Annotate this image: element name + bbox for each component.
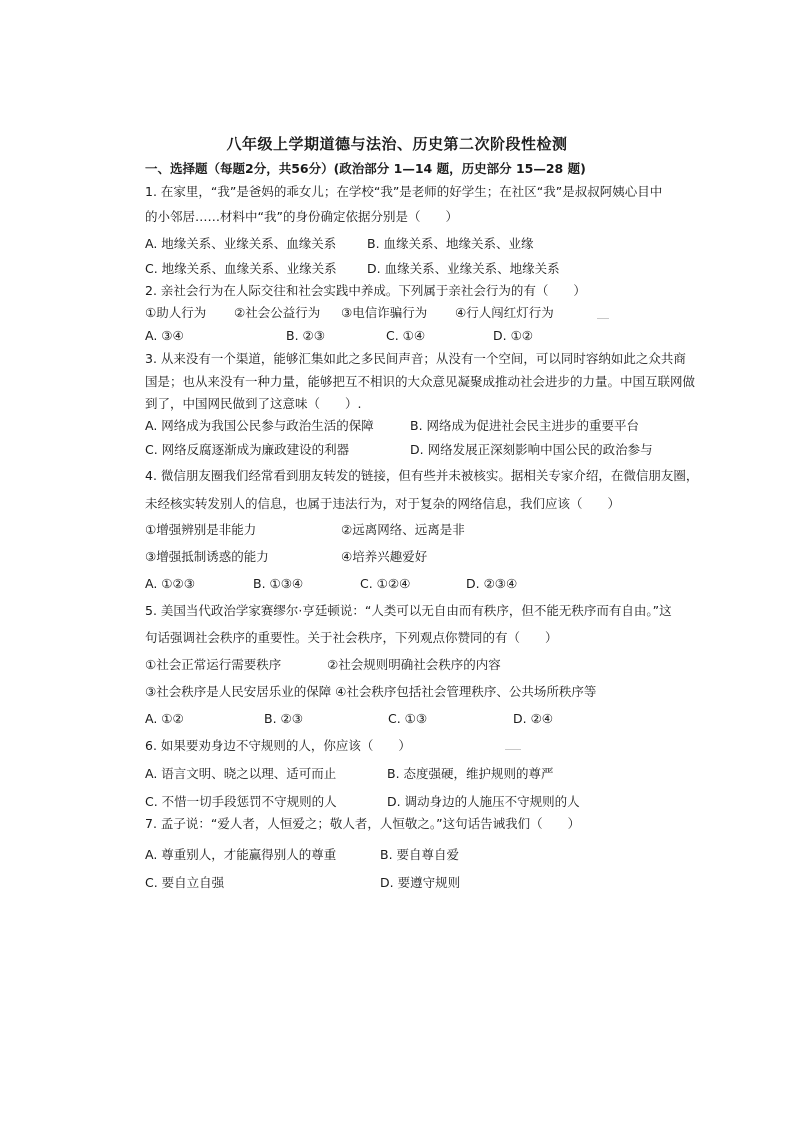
question-2-option-a: A. ③④ [145, 328, 184, 343]
question-5-item-3: ③社会秩序是人民安居乐业的保障 ④社会秩序包括社会管理秩序、公共场所秩序等 [145, 684, 597, 699]
question-2-option-c: C. ①④ [386, 328, 426, 343]
question-4-item-2: ②远离网络、远离是非 [341, 522, 465, 537]
question-2-item-4: ④行人闯红灯行为 [455, 305, 554, 320]
question-6-option-d: D. 调动身边的人施压不守规则的人 [387, 794, 580, 809]
question-7-option-a: A. 尊重别人，才能赢得别人的尊重 [145, 847, 337, 862]
question-1-option-b: B. 血缘关系、地缘关系、业缘 [367, 236, 534, 251]
question-1-option-c: C. 地缘关系、血缘关系、业缘关系 [145, 261, 337, 276]
question-4-option-d: D. ②③④ [466, 576, 518, 591]
section-heading: 一、选择题（每题2分，共56分）(政治部分 1—14 题，历史部分 15—28 题) [145, 161, 586, 176]
question-7-option-c: C. 要自立自强 [145, 875, 225, 890]
question-3-option-c: C. 网络反腐逐渐成为廉政建设的利器 [145, 442, 350, 457]
question-4-item-3: ③增强抵制诱惑的能力 [145, 549, 269, 564]
question-2-option-b: B. ②③ [286, 328, 325, 343]
question-6-option-b: B. 态度强硬，维护规则的尊严 [387, 766, 554, 781]
question-5-option-c: C. ①③ [388, 711, 428, 726]
question-4-option-a: A. ①②③ [145, 576, 195, 591]
question-2-item-2: ②社会公益行为 [234, 305, 321, 320]
question-6-option-a: A. 语言文明、晓之以理、适可而止 [145, 766, 337, 781]
question-1-line-1: 1. 在家里，“我”是爸妈的乖女儿；在学校“我”是老师的好学生；在社区“我”是叔叔阿姨心目中 [145, 184, 663, 199]
question-1-option-a: A. 地缘关系、业缘关系、血缘关系 [145, 236, 337, 251]
question-4-option-c: C. ①②④ [360, 576, 411, 591]
question-6-option-c: C. 不惜一切手段惩罚不守规则的人 [145, 794, 337, 809]
question-4-item-1: ①增强辨别是非能力 [145, 522, 257, 537]
question-5-line-2: 句话强调社会秩序的重要性。关于社会秩序，下列观点你赞同的有（ ） [145, 630, 558, 645]
question-3-option-d: D. 网络发展正深刻影响中国公民的政治参与 [410, 442, 653, 457]
question-4-line-2: 未经核实转发别人的信息，也属于违法行为，对于复杂的网络信息，我们应该（ ） [145, 496, 621, 511]
question-3-line-1: 3. 从来没有一个渠道，能够汇集如此之多民间声音；从没有一个空间，可以同时容纳如此之众共商 [145, 351, 686, 366]
question-2-option-d: D. ①② [493, 328, 533, 343]
question-5-line-1: 5. 美国当代政治学家赛缪尔·亨廷顿说：“人类可以无自由而有秩序，但不能无秩序而有自由。”这 [145, 603, 672, 618]
question-3-line-2: 国是；也从来没有一种力量，能够把互不相识的大众意见凝聚成推动社会进步的力量。中国互联网做 [145, 374, 696, 389]
question-7-line-1: 7. 孟子说：“爱人者，人恒爱之；敬人者，人恒敬之。”这句话告诫我们（ ） [145, 816, 581, 831]
question-7-option-d: D. 要遵守规则 [380, 875, 461, 890]
question-1-option-d: D. 血缘关系、业缘关系、地缘关系 [367, 261, 560, 276]
question-1-line-2: 的小邻居……材料中“我”的身份确定依据分别是（ ） [145, 209, 458, 224]
question-4-item-4: ④培养兴趣爱好 [341, 549, 428, 564]
question-2-item-3: ③电信诈骗行为 [341, 305, 428, 320]
question-5-option-b: B. ②③ [264, 711, 303, 726]
question-7-option-b: B. 要自尊自爱 [380, 847, 460, 862]
question-4-option-b: B. ①③④ [253, 576, 304, 591]
question-4-line-1: 4. 微信朋友圈我们经常看到朋友转发的链接，但有些并未被核实。据相关专家介绍，在微信朋友圈， [145, 468, 699, 483]
question-5-option-a: A. ①② [145, 711, 184, 726]
question-5-item-2: ②社会规则明确社会秩序的内容 [327, 657, 501, 672]
scan-speck [505, 749, 521, 750]
question-5-option-d: D. ②④ [513, 711, 553, 726]
question-3-option-a: A. 网络成为我国公民参与政治生活的保障 [145, 418, 374, 433]
question-3-option-b: B. 网络成为促进社会民主进步的重要平台 [410, 418, 640, 433]
question-2-item-1: ①助人行为 [145, 305, 207, 320]
question-6-line-1: 6. 如果要劝身边不守规则的人，你应该（ ） [145, 738, 411, 753]
exam-title: 八年级上学期道德与法治、历史第二次阶段性检测 [226, 135, 568, 153]
question-2-line-1: 2. 亲社会行为在人际交往和社会实践中养成。下列属于亲社会行为的有（ ） [145, 283, 586, 298]
question-3-line-3: 到了，中国网民做到了这意味（ ）. [145, 396, 362, 411]
scan-speck [597, 318, 609, 319]
question-5-item-1: ①社会正常运行需要秩序 [145, 657, 282, 672]
